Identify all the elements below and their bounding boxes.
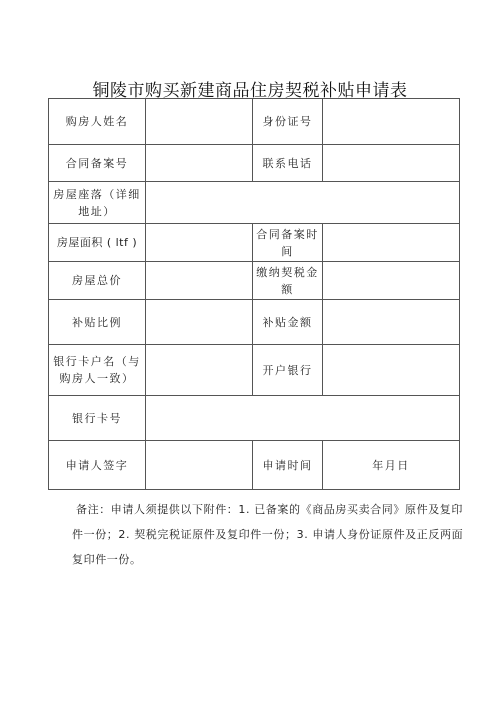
id-number-field[interactable] — [323, 99, 460, 145]
total-price-label: 房屋总价 — [49, 262, 146, 300]
form-title: 铜陵市购买新建商品住房契税补贴申请表 — [92, 81, 408, 101]
location-label: 房屋座落（详细地址） — [49, 182, 146, 224]
card-holder-label: 银行卡户名（与购房人一致） — [49, 345, 146, 396]
buyer-name-field[interactable] — [146, 99, 253, 145]
contract-no-field[interactable] — [146, 145, 253, 182]
card-holder-field[interactable] — [146, 345, 253, 396]
contract-time-field[interactable] — [323, 224, 460, 262]
location-field[interactable] — [146, 182, 460, 224]
deed-tax-field[interactable] — [323, 262, 460, 300]
subsidy-ratio-field[interactable] — [146, 300, 253, 345]
contract-time-label: 合同备案时间 — [253, 224, 323, 262]
total-price-field[interactable] — [146, 262, 253, 300]
table-row — [49, 99, 460, 145]
table-row — [49, 396, 460, 441]
buyer-name-label: 购房人姓名 — [49, 99, 146, 145]
phone-field[interactable] — [323, 145, 460, 182]
apply-time-label: 申请时间 — [253, 441, 323, 490]
subsidy-amount-label: 补贴金额 — [253, 300, 323, 345]
subsidy-ratio-label: 补贴比例 — [49, 300, 146, 345]
card-no-field[interactable] — [146, 396, 460, 441]
bank-field[interactable] — [323, 345, 460, 396]
table-row — [49, 262, 460, 300]
phone-label: 联系电话 — [253, 145, 323, 182]
deed-tax-label: 缴纳契税金额 — [253, 262, 323, 300]
signature-label: 申请人签字 — [49, 441, 146, 490]
signature-field[interactable] — [146, 441, 253, 490]
table-row — [49, 441, 460, 490]
table-row — [49, 300, 460, 345]
contract-no-label: 合同备案号 — [49, 145, 146, 182]
apply-date-field[interactable]: 年月日 — [323, 441, 460, 490]
area-field[interactable] — [146, 224, 253, 262]
table-row — [49, 182, 460, 224]
application-form-table — [48, 98, 460, 490]
note-text: 备注：申请人须提供以下附件：1. 已备案的《商品房买卖合同》原件及复印件一份；2. 契税完税证原件及复印件一份；3. 申请人身份证原件及正反两面复印件一份。 — [72, 503, 464, 566]
area-label: 房屋面积 ( ltf ) — [49, 224, 146, 262]
id-number-label: 身份证号 — [253, 99, 323, 145]
table-row — [49, 145, 460, 182]
card-no-label: 银行卡号 — [49, 396, 146, 441]
table-row — [49, 224, 460, 262]
subsidy-amount-field[interactable] — [323, 300, 460, 345]
table-row — [49, 345, 460, 396]
bank-label: 开户银行 — [253, 345, 323, 396]
